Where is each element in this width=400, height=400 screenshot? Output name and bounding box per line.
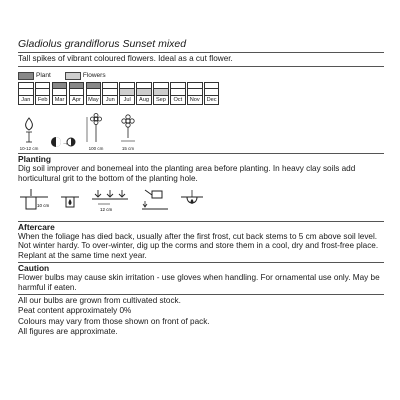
flower-height	[84, 113, 108, 151]
intro-text: Tall spikes of vibrant coloured flowers. Ideal as a cut flower.	[18, 54, 233, 63]
covered-bulb-icon	[180, 187, 204, 213]
month-label: Apr	[69, 96, 85, 105]
flower-cell	[69, 89, 85, 96]
hole-depth-diagram	[18, 187, 50, 218]
bulb-spacing-icon	[90, 187, 130, 213]
product-title: Gladiolus grandiflorus Sunset mixed	[18, 38, 187, 50]
flower-height-icon	[84, 113, 108, 145]
month-label: Sep	[153, 96, 169, 105]
legend-plant-label: Plant	[36, 72, 51, 79]
calendar-month-apr	[69, 82, 85, 105]
calendar-month-sep	[153, 82, 169, 105]
flowers-swatch	[65, 72, 81, 80]
calendar-month-may	[86, 82, 102, 105]
calendar-month-dec	[204, 82, 220, 105]
calendar-month-jun	[102, 82, 118, 105]
caution-body: Flower bulbs may cause skin irritation - use gloves when handling. For ornamental use only. May be harmful if eaten.	[18, 272, 380, 292]
plant-cell	[119, 82, 135, 89]
covered-bulb-diagram	[180, 187, 204, 218]
bulb-depth	[18, 115, 40, 151]
spacing-diagram	[90, 187, 130, 218]
footer-line: Peat content approximately 0%	[18, 306, 132, 316]
caution-heading: Caution	[18, 262, 50, 273]
flower-cell	[170, 89, 186, 96]
calendar-month-nov	[187, 82, 203, 105]
planting-body: Dig soil improver and bonemeal into the planting area before planting. In heavy clay soils add horticultural grit to the bottom of the planting hole.	[18, 164, 356, 183]
sun-partial-shade-icon	[48, 133, 76, 151]
flower-cell	[136, 89, 152, 96]
label-content	[18, 38, 384, 337]
month-label: Jun	[102, 96, 118, 105]
trowel-hole-icon	[18, 187, 50, 213]
plant-cell	[153, 82, 169, 89]
plant-cell	[86, 82, 102, 89]
spacing-label: 12 cm	[100, 206, 113, 212]
flower-cell	[35, 89, 51, 96]
plant-cell	[136, 82, 152, 89]
month-label: Aug	[136, 96, 152, 105]
watering-can-icon	[140, 187, 170, 213]
plant-cell	[69, 82, 85, 89]
planting-heading: Planting	[18, 154, 52, 164]
plant-cell	[102, 82, 118, 89]
height-caption: 100 cm	[88, 146, 104, 151]
plant-cell	[204, 82, 220, 89]
flower-spread-icon	[116, 113, 140, 145]
planting-diagrams	[18, 188, 384, 218]
calendar-legend	[18, 71, 384, 80]
flower-cell	[52, 89, 68, 96]
legend-flowers-label: Flowers	[82, 72, 106, 79]
watering-diagram	[140, 187, 170, 218]
flower-spread	[116, 113, 140, 151]
calendar-month-aug	[136, 82, 152, 105]
care-icons-row	[18, 113, 384, 151]
svg-text:→: →	[62, 140, 69, 147]
divider	[18, 52, 384, 53]
flower-cell	[153, 89, 169, 96]
flower-cell	[119, 89, 135, 96]
depth-caption: 10-12 cm	[19, 146, 39, 151]
month-label: Jul	[119, 96, 135, 105]
calendar-month-oct	[170, 82, 186, 105]
divider	[18, 66, 384, 67]
aftercare-heading: Aftercare	[18, 221, 55, 232]
spread-caption: 15 cm	[121, 146, 135, 151]
flower-cell	[102, 89, 118, 96]
plant-cell	[52, 82, 68, 89]
legend-flowers	[65, 72, 106, 80]
footer-line: Colours may vary from those shown on front of pack.	[18, 316, 210, 326]
month-label: Feb	[35, 96, 51, 105]
legend-plant	[18, 72, 51, 80]
calendar-month-mar	[52, 82, 68, 105]
bulb-depth-icon	[18, 115, 40, 145]
sun-exposure	[48, 133, 76, 151]
depth-label: 10 cm	[37, 202, 50, 208]
bulb-in-hole-diagram	[60, 187, 80, 218]
month-label: Nov	[187, 96, 203, 105]
flower-cell	[18, 89, 34, 96]
plant-cell	[187, 82, 203, 89]
plant-cell	[35, 82, 51, 89]
footer-line: All figures are approximate.	[18, 327, 118, 337]
calendar-month-jul	[119, 82, 135, 105]
divider	[18, 294, 384, 295]
aftercare-body: When the foliage has died back, usually after the first frost, cut back stems to 5 cm above soil level. Not winter hardy. To over-winter, dig up the corms and store them in a cool, dry and frost-free place. Replant at the same time next year.	[18, 231, 379, 261]
bulb-hole-icon	[60, 187, 80, 213]
plant-cell	[170, 82, 186, 89]
flower-cell	[204, 89, 220, 96]
calendar-month-jan	[18, 82, 34, 105]
calendar-month-feb	[35, 82, 51, 105]
plant-cell	[18, 82, 34, 89]
footer-line: All our bulbs are grown from cultivated stock.	[18, 295, 181, 305]
flower-cell	[86, 89, 102, 96]
planting-calendar	[18, 82, 384, 105]
flower-cell	[187, 89, 203, 96]
month-label: Mar	[52, 96, 68, 105]
month-label: Dec	[204, 96, 220, 105]
plant-swatch	[18, 72, 34, 80]
month-label: Oct	[170, 96, 186, 105]
month-label: Jan	[18, 96, 34, 105]
month-label: May	[86, 96, 102, 105]
